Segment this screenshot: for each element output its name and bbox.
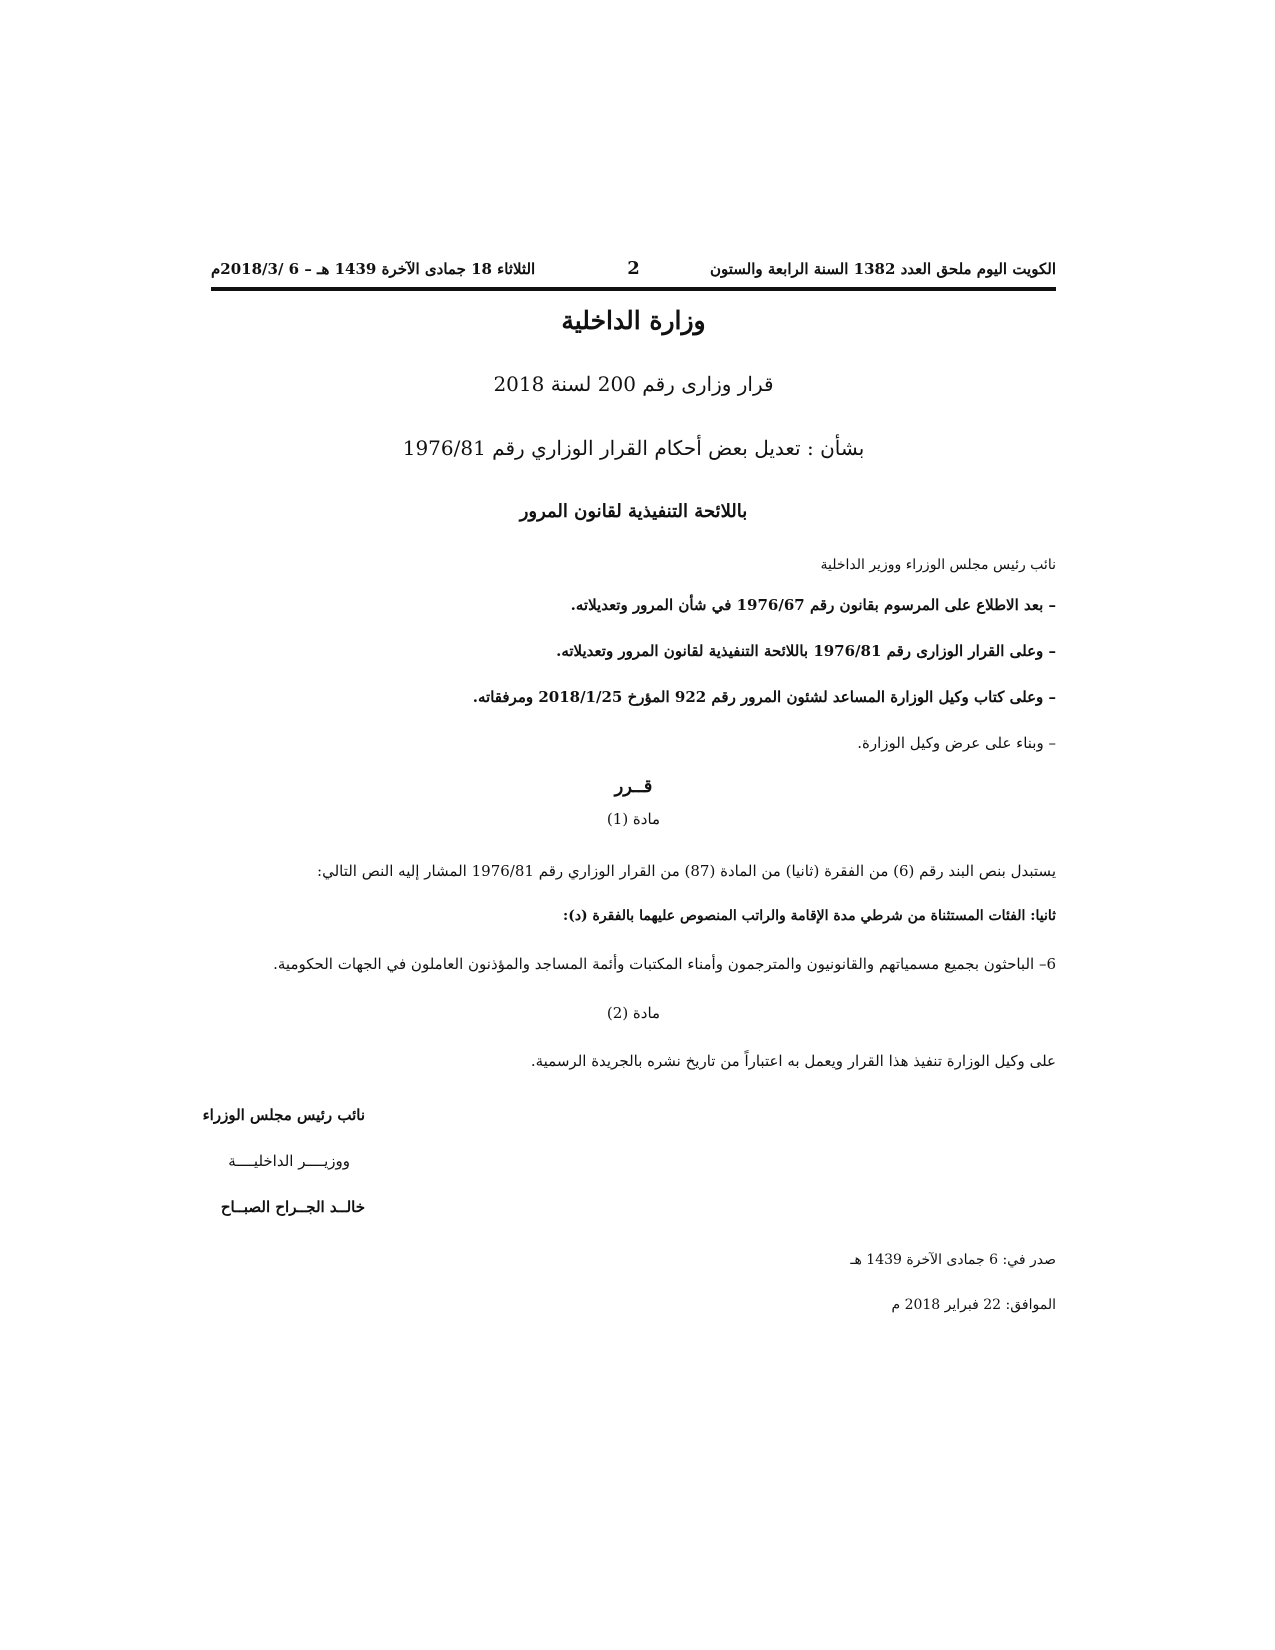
corresponding-date: الموافق: 22 فبراير 2018 م [891,1297,1056,1313]
ministry-title: وزارة الداخلية [561,306,706,335]
publication-info: الكويت اليوم ملحق العدد 1382 السنة الرابعة والستون [710,260,1056,278]
signatory-role: ووزيــــر الداخليــــة [228,1152,350,1170]
article-1-item-6: 6– الباحثون بجميع مسمياتهم والقانونيون والمترجمون وأمناء المكتبات وأئمة المساجد والمؤذنون العاملون في الجهات الحكومية. [273,955,1056,973]
decree-subject-continued: باللائحة التنفيذية لقانون المرور [519,501,748,522]
article-2-title: مادة (2) [606,1004,661,1022]
preamble-intro: نائب رئيس مجلس الوزراء ووزير الداخلية [820,557,1056,573]
preamble-item: – وعلى القرار الوزارى رقم 1976/81 باللائحة التنفيذية لقانون المرور وتعديلاته. [556,642,1056,660]
decree-subject: بشأن : تعديل بعض أحكام القرار الوزاري رقم 1976/81 [402,436,865,460]
issue-date: الثلاثاء 18 جمادى الآخرة 1439 هـ – 6 /2018/3م [211,260,536,278]
signatory-name: خالــد الجــراح الصبــاح [220,1198,365,1216]
decided-heading: قــرر [614,776,653,797]
article-1-text: يستبدل بنص البند رقم (6) من الفقرة (ثانيا) من المادة (87) من القرار الوزاري رقم 1976/81 المشار إليه النص التالي: [317,862,1056,880]
article-2-text: على وكيل الوزارة تنفيذ هذا القرار ويعمل به اعتباراً من تاريخ نشره بالجريدة الرسمية. [530,1052,1056,1070]
decree-number: قرار وزارى رقم 200 لسنة 2018 [493,372,774,396]
article-1-second-clause: ثانيا: الفئات المستثناة من شرطي مدة الإقامة والراتب المنصوص عليهما بالفقرة (د): [563,908,1056,924]
preamble-item: – وعلى كتاب وكيل الوزارة المساعد لشئون المرور رقم 922 المؤرخ 2018/1/25 ومرفقاته. [472,688,1056,706]
header-divider [211,287,1056,291]
page-number: 2 [627,258,640,279]
issued-date: صدر في: 6 جمادى الآخرة 1439 هـ [850,1252,1056,1268]
preamble-item: – بعد الاطلاع على المرسوم بقانون رقم 1976/67 في شأن المرور وتعديلاته. [570,596,1056,614]
preamble-item: – وبناء على عرض وكيل الوزارة. [857,734,1056,752]
signatory-title: نائب رئيس مجلس الوزراء [202,1106,365,1124]
page-header [211,258,1056,286]
article-1-title: مادة (1) [606,810,661,828]
